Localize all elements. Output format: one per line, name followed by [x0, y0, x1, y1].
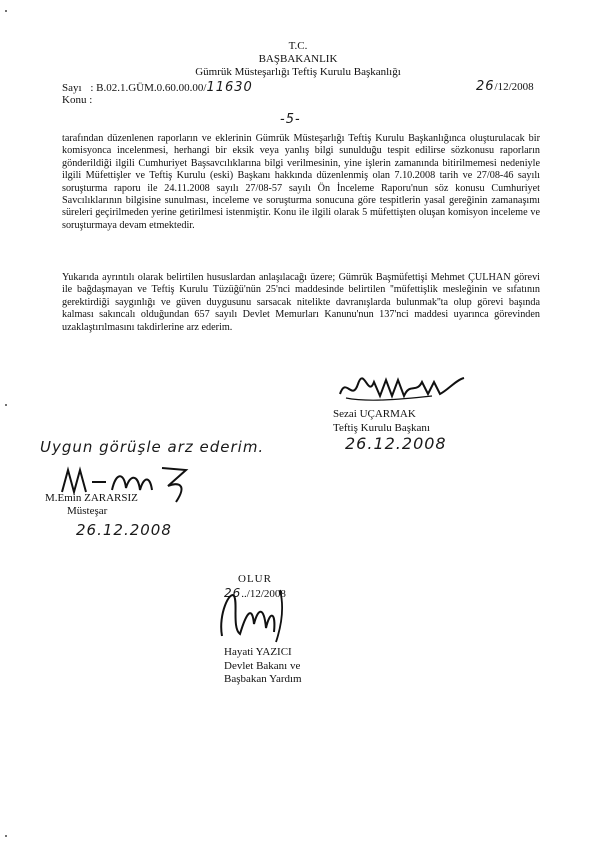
approval-date-handwritten: 26: [224, 586, 242, 600]
scan-mark: [5, 404, 7, 406]
signatory-left-name: M.Emin ZARARSIZ: [45, 492, 138, 504]
sayi-value: : B.02.1.GÜM.0.60.00.00/: [90, 82, 207, 94]
body-paragraph-2: [62, 272, 540, 334]
signature-ucarmak: [336, 372, 468, 408]
reference-number: [62, 81, 253, 95]
page-number: -5-: [280, 112, 301, 127]
scan-mark: [5, 10, 7, 12]
paragraph-1-text: tarafından düzenlenen raporların ve eklerinin Gümrük Müsteşarlığı Teftiş Kurulu Başkanlığınca oluşturulacak bir komisyonca incelenmesi, herhangi bir eksik veya yanlış bilgi sunulduğu tespit edilirse sözkonusu raporların gönderildiği ilgili Cumhuriyet Başsavcılıklarına bilgi verilmesinin, yine işlerin zamanında bitirilmemesi nedeniyle ilgili Müfettişler ve Teftiş Kurulu (eski) Başkanı hakkında düzenlenmiş olan 7.10.2008 tarih ve 27/08-46 sayılı soruşturma raporu ile 24.11.2008 sayılı 27/08-57 sayılı Ön İnceleme Raporu'nun söz konusu Cumhuriyet Savcılıklarının bilgisine sunulması, inceleme ve soruşturma sonucuna göre tespitlerin yasal gereğinin zamanaşımı süreleri geçirilmeden yerine getirilmesi istenmiştir. Konu ile ilgili olarak 5 müfettişten oluşan komisyon inceleme ve soruşturmaya devam etmektedir.: [62, 133, 540, 231]
date-printed: /12/2008: [494, 81, 534, 93]
signatory-left-hand-date: 26.12.2008: [76, 521, 172, 539]
sayi-handwritten: 11630: [206, 80, 253, 95]
header-institution: BAŞBAKANLIK: [258, 53, 338, 65]
approval-title-2: Başbakan Yardım: [224, 673, 302, 685]
approval-title-1: Devlet Bakanı ve: [224, 660, 301, 672]
document-date: [476, 80, 534, 94]
scan-mark: [5, 835, 7, 837]
signatory-right-title: Teftiş Kurulu Başkanı: [333, 422, 430, 434]
paragraph-2-text: Yukarıda ayrıntılı olarak belirtilen hususlardan anlaşılacağı üzere; Gümrük Başmüfettişi Mehmet ÇULHAN görevi ile bağdaşmayan ve Teftiş Kurulu Tüzüğü'nün 25'nci maddesinde belirtilen ''müfettişlik mesleğinin ve sıfatının gerektirdiği saygınlığı ve güven duygusunu sarsacak nitelikte davranışlarda bulunmak''ta olup görevi başında kalması sakıncalı olduğundan 657 sayılı Devlet Memurları Kanunu'nun 137'nci maddesi uyarınca görevinden uzaklaştırılmasını takdirlerine arz ederim.: [62, 272, 540, 333]
approval-date-printed: ../12/2008: [241, 588, 286, 600]
sayi-label: Sayı: [62, 82, 82, 94]
approval-note-handwritten: Uygun görüşle arz ederim.: [40, 438, 265, 456]
signatory-right-hand-date: 26.12.2008: [345, 434, 447, 453]
approval-olur: OLUR: [238, 573, 272, 585]
signatory-right-name: Sezai UÇARMAK: [333, 408, 416, 420]
signature-yazici: [210, 584, 296, 648]
header-department: Gümrük Müsteşarlığı Teftiş Kurulu Başkanlığı: [195, 66, 401, 78]
konu-label: Konu :: [62, 94, 93, 106]
date-handwritten: 26: [476, 79, 495, 94]
body-paragraph-1: [62, 133, 540, 232]
approval-name: Hayati YAZICI: [224, 646, 292, 658]
header-tc: T.C.: [288, 40, 308, 52]
signatory-left-title: Müsteşar: [67, 505, 108, 517]
